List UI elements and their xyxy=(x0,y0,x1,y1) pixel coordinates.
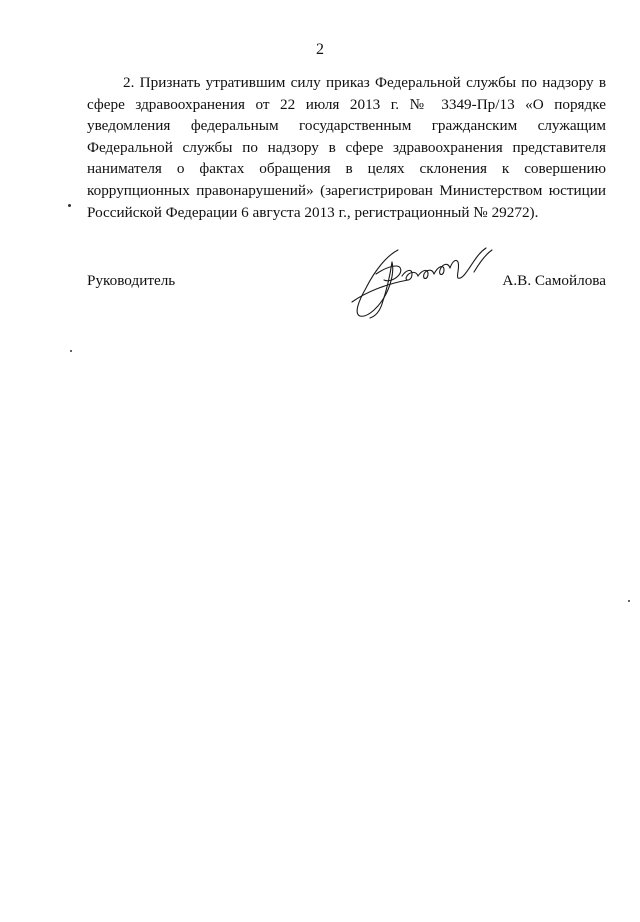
scan-speck xyxy=(628,600,630,602)
paragraph-line: нанимателя о фактах обращения в целях склонения к совершению xyxy=(87,160,606,178)
paragraph-line: Российской Федерации 6 августа 2013 г., регистрационный № 29272). xyxy=(87,203,539,221)
paragraph-line: уведомления федеральным государственным гражданским служащим xyxy=(87,117,606,135)
scan-speck xyxy=(70,350,72,352)
paragraph-line: коррупционных правонарушений» (зарегистрирован Министерством юстиции xyxy=(87,181,606,199)
paragraph-line: Федеральной службы по надзору в сфере здравоохранения представителя xyxy=(87,138,606,156)
scan-speck xyxy=(68,204,71,207)
signer-name: А.В. Самойлова xyxy=(502,272,606,289)
paragraph-line: сфере здравоохранения от 22 июля 2013 г. № 3349-Пр/13 «О порядке xyxy=(87,95,606,113)
position-title: Руководитель xyxy=(87,272,176,289)
handwritten-signature xyxy=(346,236,496,326)
paragraph-line: 2. Признать утратившим силу приказ Федеральной службы по надзору в xyxy=(123,74,606,91)
page-number: 2 xyxy=(316,41,324,58)
body-paragraph xyxy=(87,72,606,223)
